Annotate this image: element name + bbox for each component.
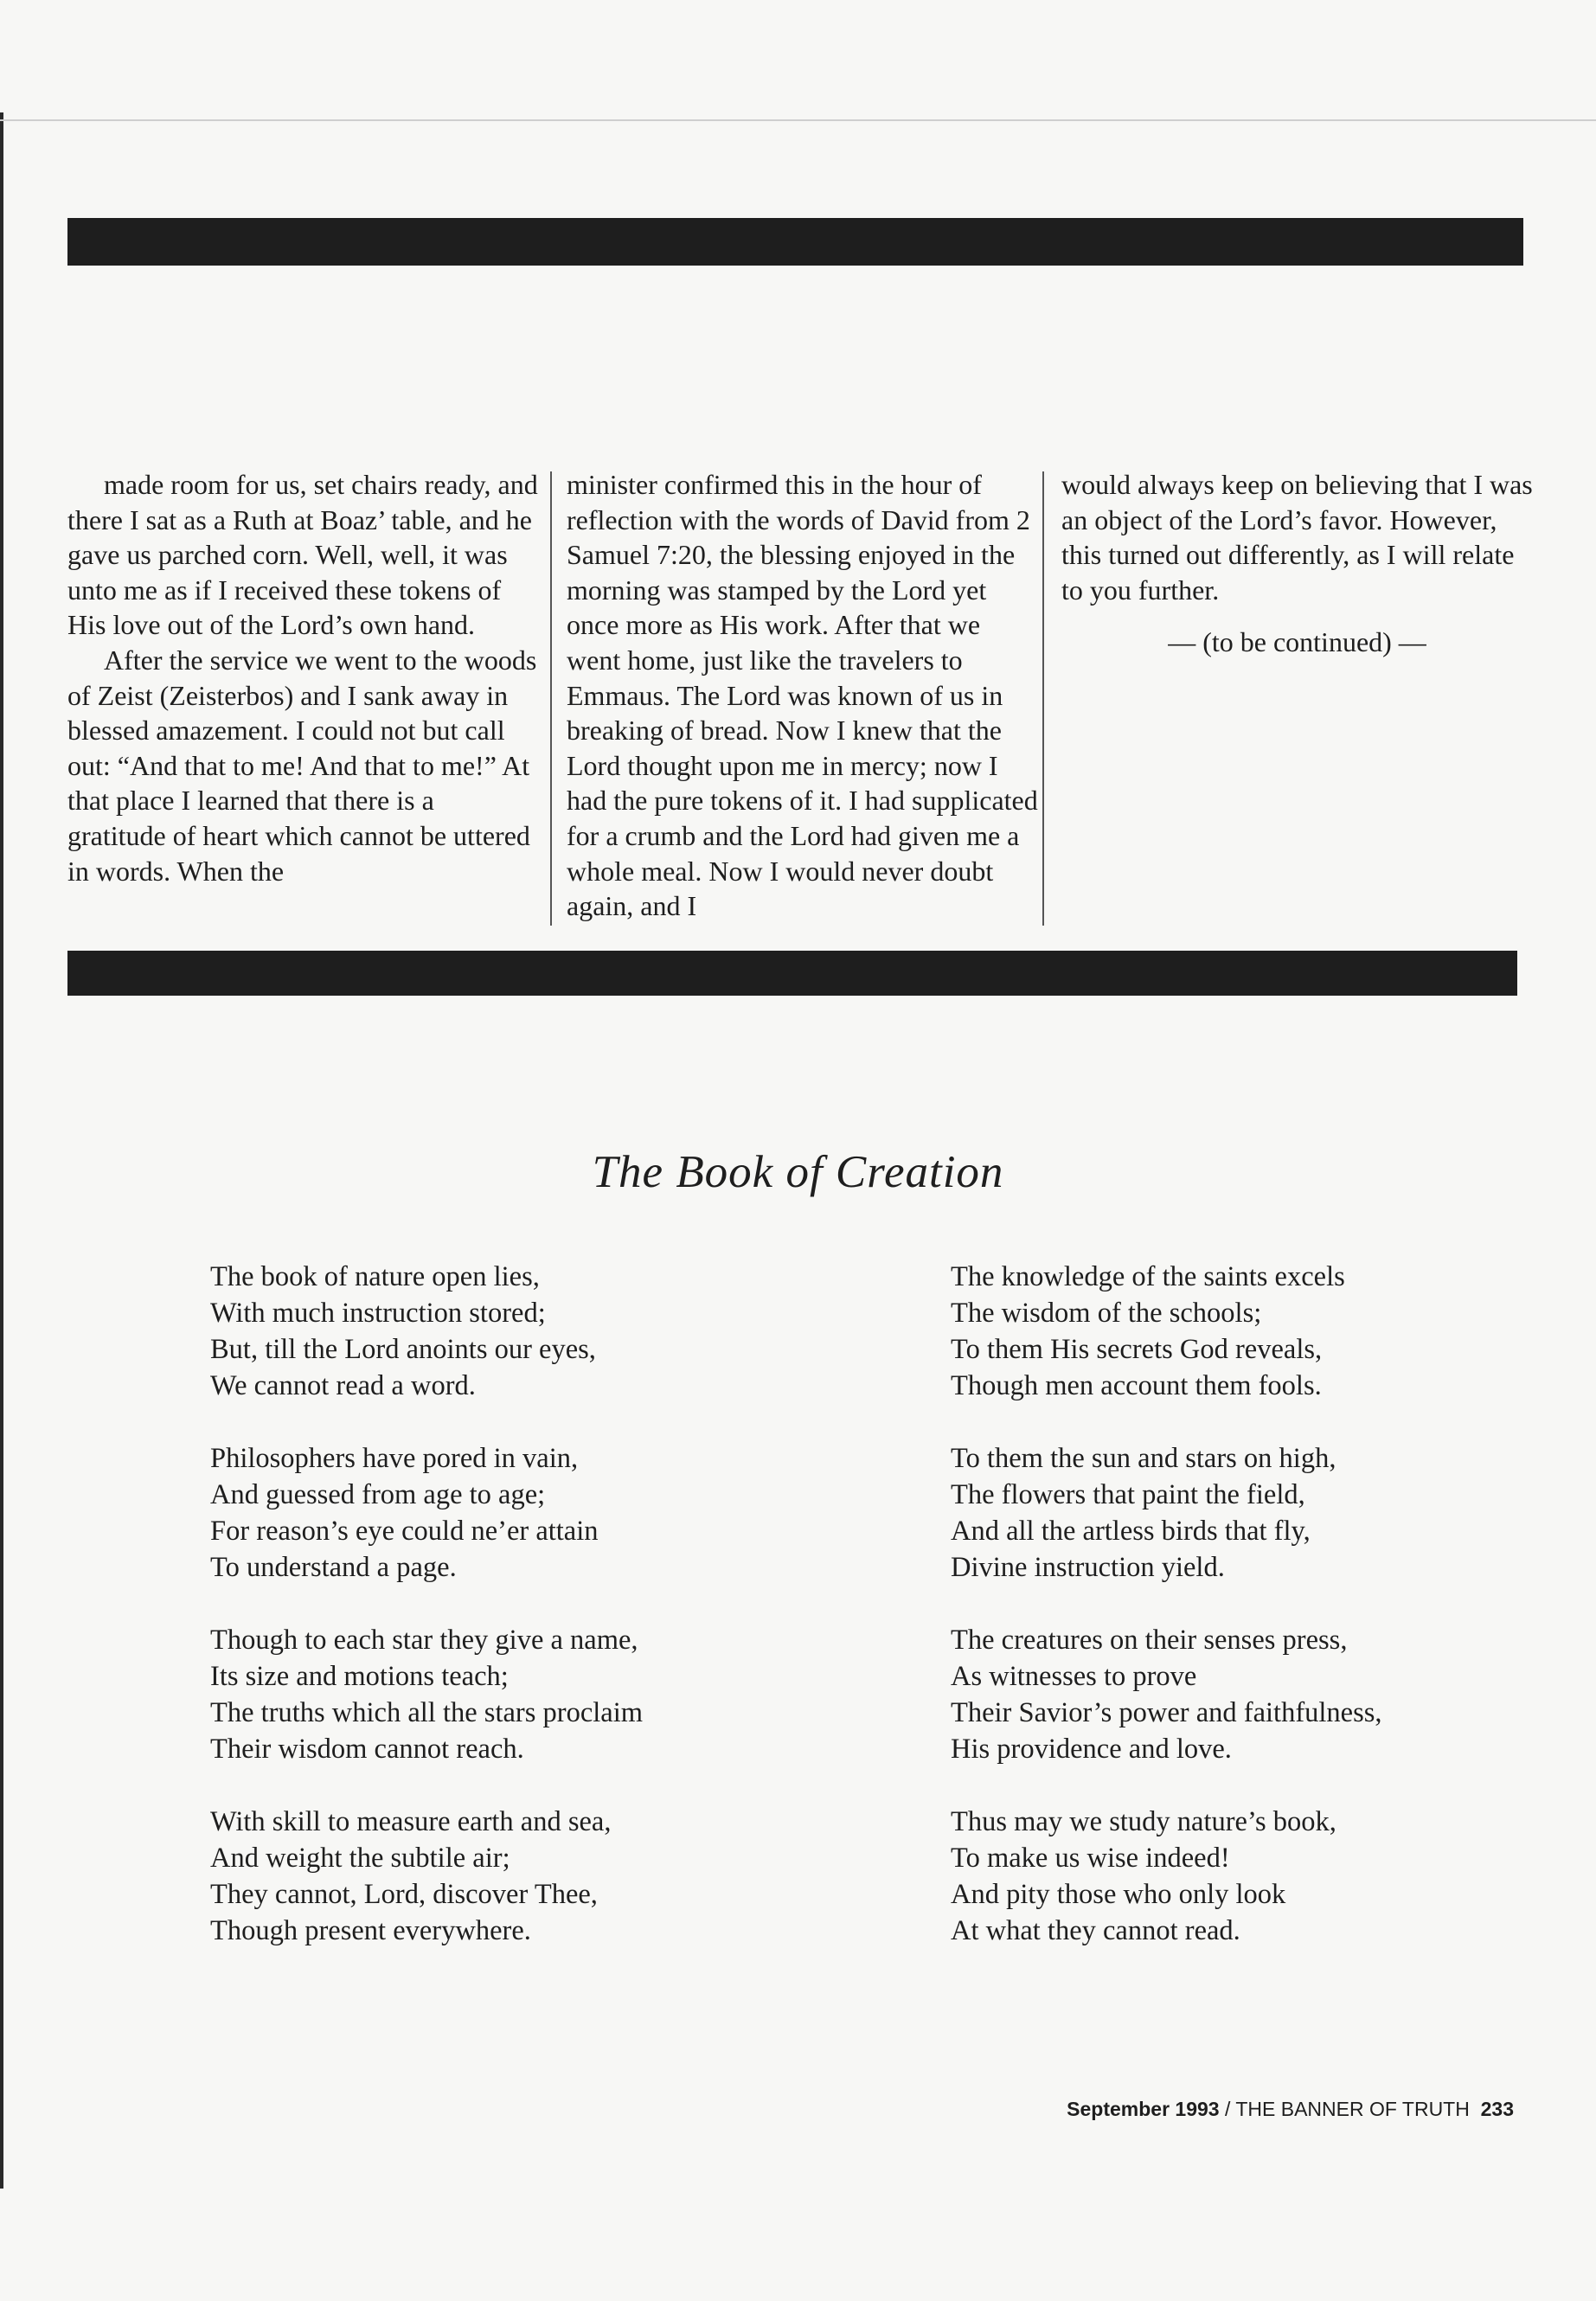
article-paragraph: minister confirmed this in the hour of reflection with the words of David from 2 Samuel 7:20, the blessing enjoyed in the morning was stamped by the Lord yet once more as His work. After that we went home, just like the travelers to Emmaus. The Lord was known of us in breaking of bread. Now I knew that the Lord thought upon me in mercy; now I had the pure tokens of it. I had supplicated for a crumb and the Lord had given me a whole meal. Now I would never doubt again, and I — [567, 469, 1038, 922]
poem-stanza — [210, 1622, 816, 1767]
poem-line: The book of nature open lies, — [210, 1261, 540, 1292]
footer-publication: THE BANNER OF TRUTH — [1235, 2098, 1470, 2120]
poem-stanza — [210, 1440, 816, 1586]
poem-line: At what they cannot read. — [951, 1915, 1240, 1946]
poem-line: His providence and love. — [951, 1734, 1232, 1765]
poem-stanza — [951, 1440, 1556, 1586]
column-divider — [550, 471, 552, 926]
poem-line: The creatures on their senses press, — [951, 1625, 1348, 1656]
poem-line: Their wisdom cannot reach. — [210, 1734, 524, 1765]
poem-line: And guessed from age to age; — [210, 1479, 546, 1510]
article-column-1 — [67, 467, 539, 888]
poem-line: They cannot, Lord, discover Thee, — [210, 1879, 598, 1910]
top-rule — [0, 119, 1596, 121]
poem-line: Philosophers have pored in vain, — [210, 1443, 579, 1474]
poem-line: Though men account them fools. — [951, 1370, 1322, 1401]
poem-left-column — [210, 1259, 816, 1985]
poem-line: The knowledge of the saints excels — [951, 1261, 1345, 1292]
page-footer — [1067, 2097, 1514, 2121]
poem-line: And pity those who only look — [951, 1879, 1286, 1910]
poem-line: As witnesses to prove — [951, 1661, 1197, 1692]
poem-line: The truths which all the stars proclaim — [210, 1697, 644, 1728]
poem-line: To make us wise indeed! — [951, 1843, 1230, 1874]
poem-stanza — [951, 1622, 1556, 1767]
article-column-2 — [567, 467, 1038, 924]
poem-stanza — [951, 1259, 1556, 1404]
poem-right-column — [951, 1259, 1556, 1985]
poem-stanza — [210, 1259, 816, 1404]
article-paragraph: After the service we went to the woods of Zeist (Zeisterbos) and I sank away in blessed amazement. I could not but call out: “And that to me! And that to me!” At that place I learned that there is a gratitude of heart which cannot be uttered in words. When the — [67, 644, 537, 887]
poem-line: Though to each star they give a name, — [210, 1625, 638, 1656]
poem-line: For reason’s eye could ne’er attain — [210, 1516, 599, 1547]
column-divider — [1042, 471, 1044, 926]
poem-line: Their Savior’s power and faithfulness, — [951, 1697, 1382, 1728]
poem-line: To them His secrets God reveals, — [951, 1334, 1323, 1365]
poem-line: The flowers that paint the field, — [951, 1479, 1305, 1510]
poem-line: Though present everywhere. — [210, 1915, 531, 1946]
poem-stanza — [951, 1804, 1556, 1949]
article-paragraph: made room for us, set chairs ready, and there I sat as a Ruth at Boaz’ table, and he gave us parched corn. Well, well, it was unto me as if I received these tokens of His love out of the Lord’s own hand. — [67, 469, 538, 641]
poem-line: Divine instruction yield. — [951, 1552, 1225, 1583]
to-be-continued-note: — (to be continued) — — [1168, 626, 1426, 658]
poem-line: And all the artless birds that fly, — [951, 1516, 1311, 1547]
poem-line: With skill to measure earth and sea, — [210, 1806, 612, 1837]
footer-separator: / — [1219, 2098, 1236, 2120]
poem-line: With much instruction stored; — [210, 1298, 546, 1329]
poem-line: To understand a page. — [210, 1552, 457, 1583]
poem-line: But, till the Lord anoints our eyes, — [210, 1334, 596, 1365]
section-divider-bar — [67, 951, 1517, 996]
poem-line: Its size and motions teach; — [210, 1661, 509, 1692]
article-paragraph: would always keep on believing that I was an object of the Lord’s favor. However, this turned out differently, as I will relate to you further. — [1061, 469, 1533, 606]
footer-page-number: 233 — [1480, 2098, 1514, 2120]
poem-line: The wisdom of the schools; — [951, 1298, 1262, 1329]
footer-date: September 1993 — [1067, 2098, 1220, 2120]
poem-line: And weight the subtile air; — [210, 1843, 510, 1874]
poem-line: To them the sun and stars on high, — [951, 1443, 1336, 1474]
article-column-3 — [1061, 467, 1533, 660]
poem-stanza — [210, 1804, 816, 1949]
poem-title: The Book of Creation — [592, 1147, 1004, 1197]
poem-line: We cannot read a word. — [210, 1370, 476, 1401]
header-bar — [67, 218, 1523, 266]
poem-line: Thus may we study nature’s book, — [951, 1806, 1336, 1837]
